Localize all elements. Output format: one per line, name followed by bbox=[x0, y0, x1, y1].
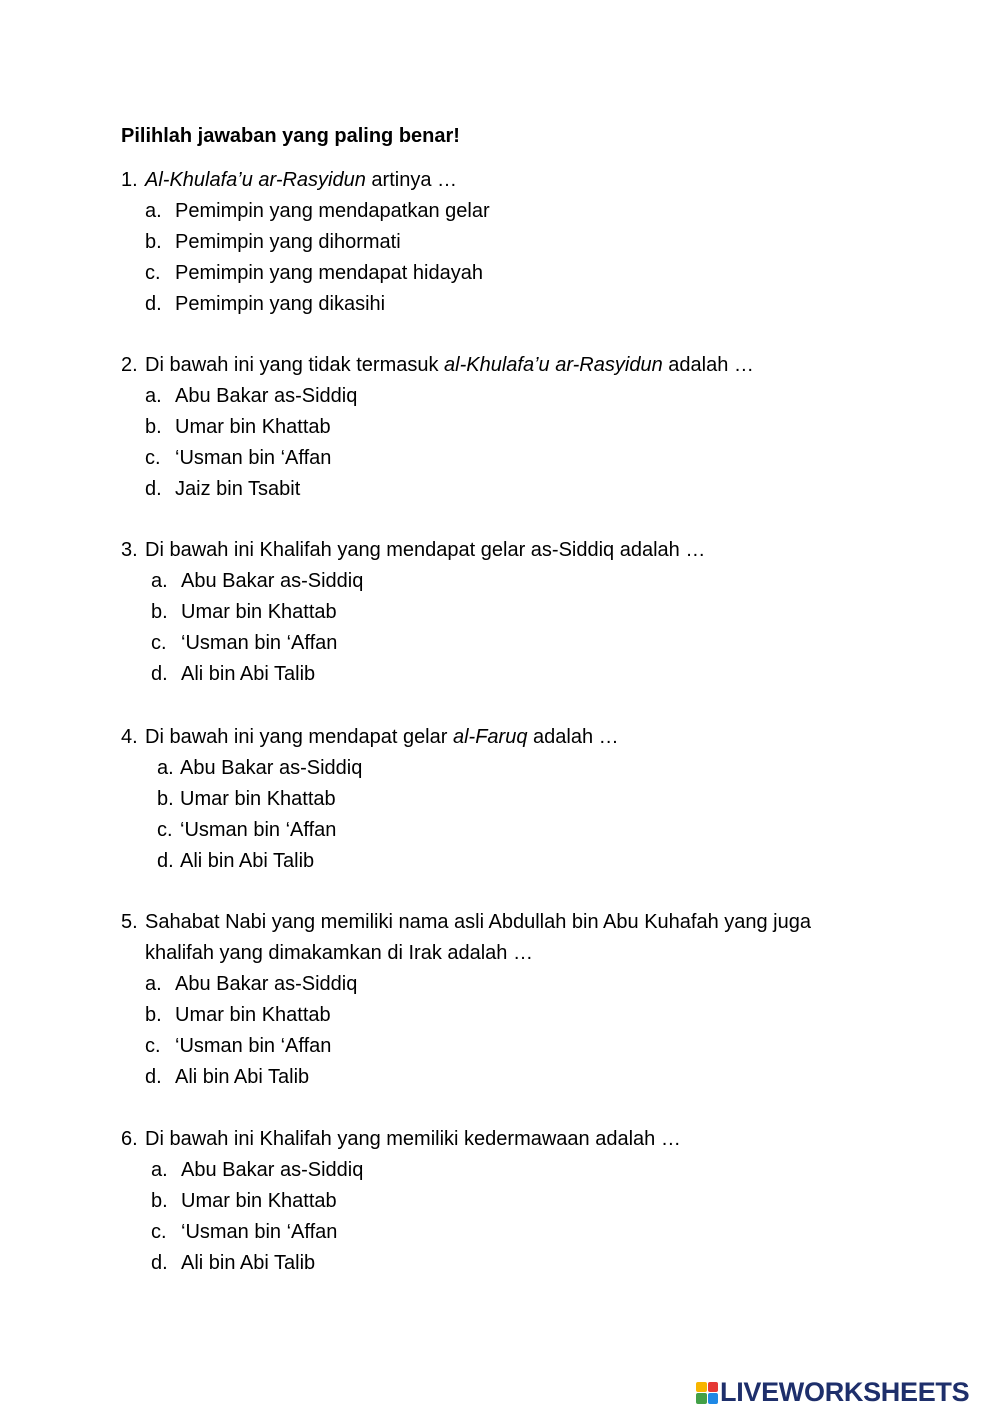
option-letter: d. bbox=[151, 1252, 168, 1274]
option-b[interactable] bbox=[151, 1186, 881, 1217]
question-text bbox=[145, 350, 881, 381]
question-stem bbox=[121, 535, 881, 566]
question-3 bbox=[121, 535, 881, 690]
option-text: Ali bin Abi Talib bbox=[180, 850, 315, 872]
question-2 bbox=[121, 350, 881, 505]
answer-options bbox=[151, 1155, 881, 1279]
option-text: Pemimpin yang dihormati bbox=[175, 231, 401, 253]
option-text: Umar bin Khattab bbox=[181, 601, 337, 623]
question-4 bbox=[121, 722, 881, 877]
logo-square bbox=[696, 1393, 707, 1404]
option-d[interactable] bbox=[157, 846, 881, 877]
option-text: Umar bin Khattab bbox=[180, 788, 336, 810]
instruction-heading: Pilihlah jawaban yang paling benar! bbox=[121, 125, 460, 147]
option-text: ‘Usman bin ‘Affan bbox=[180, 819, 337, 841]
answer-options bbox=[151, 566, 881, 690]
option-b[interactable] bbox=[145, 412, 881, 443]
option-d[interactable] bbox=[145, 289, 881, 320]
option-letter: c. bbox=[145, 447, 161, 469]
option-c[interactable] bbox=[145, 443, 881, 474]
option-a[interactable] bbox=[145, 196, 881, 227]
option-letter: c. bbox=[157, 819, 173, 841]
liveworksheets-logo bbox=[696, 1377, 969, 1408]
question-text-part: Di bawah ini yang tidak termasuk bbox=[145, 354, 445, 376]
question-text: Di bawah ini Khalifah yang memiliki kedermawaan adalah … bbox=[145, 1128, 681, 1150]
option-text: Ali bin Abi Talib bbox=[181, 663, 316, 685]
option-text: Abu Bakar as-Siddiq bbox=[175, 973, 358, 995]
option-letter: c. bbox=[151, 1221, 167, 1243]
question-text: Di bawah ini Khalifah yang mendapat gelar as-Siddiq adalah … bbox=[145, 539, 706, 561]
answer-options bbox=[145, 381, 881, 505]
question-number: 3. bbox=[121, 539, 138, 561]
option-letter: a. bbox=[157, 757, 174, 779]
option-letter: c. bbox=[145, 262, 161, 284]
option-text: Umar bin Khattab bbox=[175, 416, 331, 438]
question-text-italic: al-Faruq bbox=[452, 726, 528, 748]
option-letter: b. bbox=[151, 1190, 168, 1212]
question-text bbox=[145, 722, 881, 753]
option-letter: a. bbox=[151, 570, 168, 592]
option-c[interactable] bbox=[145, 258, 881, 289]
logo-square bbox=[708, 1382, 719, 1393]
option-a[interactable] bbox=[151, 566, 881, 597]
option-text: Abu Bakar as-Siddiq bbox=[175, 385, 358, 407]
option-letter: d. bbox=[151, 663, 168, 685]
option-d[interactable] bbox=[151, 1248, 881, 1279]
option-b[interactable] bbox=[157, 784, 881, 815]
logo-text: LIVEWORKSHEETS bbox=[720, 1377, 970, 1407]
option-b[interactable] bbox=[145, 1000, 881, 1031]
option-letter: a. bbox=[151, 1159, 168, 1181]
option-text: ‘Usman bin ‘Affan bbox=[181, 1221, 338, 1243]
question-number: 1. bbox=[121, 169, 138, 191]
option-d[interactable] bbox=[145, 1062, 881, 1093]
question-text-part: Di bawah ini yang mendapat gelar bbox=[145, 726, 453, 748]
question-stem bbox=[121, 722, 881, 753]
question-number: 2. bbox=[121, 354, 138, 376]
question-stem bbox=[121, 1124, 881, 1155]
option-c[interactable] bbox=[151, 628, 881, 659]
option-letter: b. bbox=[151, 601, 168, 623]
option-letter: d. bbox=[157, 850, 174, 872]
answer-options bbox=[145, 969, 881, 1093]
option-text: ‘Usman bin ‘Affan bbox=[175, 1035, 332, 1057]
question-1 bbox=[121, 165, 881, 320]
option-text: Umar bin Khattab bbox=[175, 1004, 331, 1026]
option-letter: d. bbox=[145, 293, 162, 315]
question-text-part: adalah … bbox=[527, 726, 619, 748]
option-c[interactable] bbox=[145, 1031, 881, 1062]
option-letter: b. bbox=[145, 416, 162, 438]
question-number: 4. bbox=[121, 726, 138, 748]
option-letter: b. bbox=[145, 231, 162, 253]
question-number: 5. bbox=[121, 911, 138, 933]
option-b[interactable] bbox=[145, 227, 881, 258]
option-a[interactable] bbox=[145, 381, 881, 412]
question-text: Sahabat Nabi yang memiliki nama asli Abdullah bin Abu Kuhafah yang juga khalifah yang dimakamkan di Irak adalah … bbox=[145, 911, 811, 964]
option-text: ‘Usman bin ‘Affan bbox=[181, 632, 338, 654]
question-stem bbox=[121, 350, 881, 381]
option-text: Pemimpin yang dikasihi bbox=[175, 293, 386, 315]
option-a[interactable] bbox=[157, 753, 881, 784]
logo-mark-icon bbox=[696, 1382, 718, 1404]
option-d[interactable] bbox=[151, 659, 881, 690]
option-letter: c. bbox=[145, 1035, 161, 1057]
option-letter: b. bbox=[157, 788, 174, 810]
option-text: Abu Bakar as-Siddiq bbox=[181, 570, 364, 592]
option-text: Ali bin Abi Talib bbox=[175, 1066, 310, 1088]
option-text: Ali bin Abi Talib bbox=[181, 1252, 316, 1274]
option-text: Jaiz bin Tsabit bbox=[175, 478, 301, 500]
logo-square bbox=[696, 1382, 707, 1393]
option-text: Abu Bakar as-Siddiq bbox=[180, 757, 363, 779]
question-text-part: artinya … bbox=[365, 169, 458, 191]
option-text: Pemimpin yang mendapatkan gelar bbox=[175, 200, 490, 222]
option-letter: d. bbox=[145, 1066, 162, 1088]
option-letter: c. bbox=[151, 632, 167, 654]
logo-square bbox=[708, 1393, 719, 1404]
option-letter: a. bbox=[145, 200, 162, 222]
option-letter: b. bbox=[145, 1004, 162, 1026]
option-letter: a. bbox=[145, 973, 162, 995]
option-text: Abu Bakar as-Siddiq bbox=[181, 1159, 364, 1181]
option-c[interactable] bbox=[151, 1217, 881, 1248]
question-5 bbox=[121, 907, 881, 1093]
option-text: Pemimpin yang mendapat hidayah bbox=[175, 262, 483, 284]
option-d[interactable] bbox=[145, 474, 881, 505]
option-b[interactable] bbox=[151, 597, 881, 628]
question-stem bbox=[121, 907, 881, 969]
option-letter: a. bbox=[145, 385, 162, 407]
option-letter: d. bbox=[145, 478, 162, 500]
question-number: 6. bbox=[121, 1128, 138, 1150]
option-text: ‘Usman bin ‘Affan bbox=[175, 447, 332, 469]
option-text: Umar bin Khattab bbox=[181, 1190, 337, 1212]
question-text-italic: al-Khulafa’u ar-Rasyidun bbox=[444, 354, 663, 376]
option-c[interactable] bbox=[157, 815, 881, 846]
option-a[interactable] bbox=[145, 969, 881, 1000]
option-a[interactable] bbox=[151, 1155, 881, 1186]
question-text bbox=[145, 165, 881, 196]
question-text-italic: Al-Khulafa’u ar-Rasyidun bbox=[145, 169, 366, 191]
question-6 bbox=[121, 1124, 881, 1279]
question-text-part: adalah … bbox=[662, 354, 754, 376]
question-stem bbox=[121, 165, 881, 196]
answer-options bbox=[157, 753, 881, 877]
answer-options bbox=[145, 196, 881, 320]
